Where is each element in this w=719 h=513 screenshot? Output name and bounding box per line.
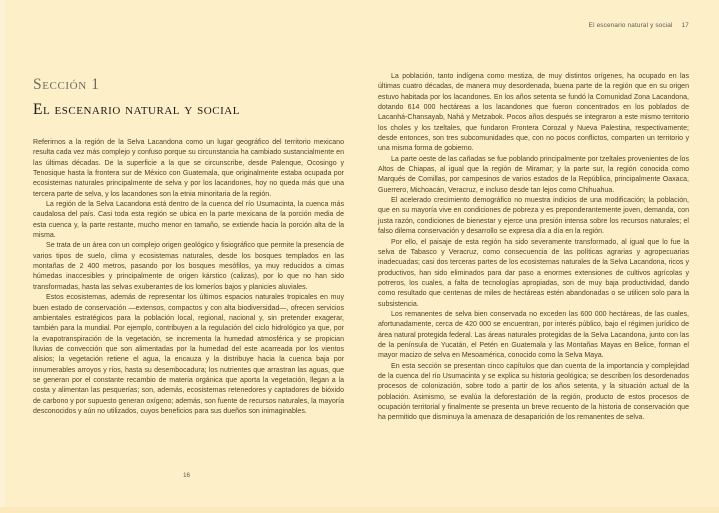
paragraph: Por ello, el paisaje de esta región ha sido severamente transformado, al igual que lo fue la selva de Tabasco y Veracruz, como consecuencia de las políticas agrarias y agropecuarias inadecuadas; casi dos terceras partes de los ecosistemas naturales de la Selva Lacandona, ricos y productivos, han sido eliminados para dar paso a enormes extensiones de cultivos agrícolas y potreros, los cuales, a falta de tecnologías apropiadas, son de muy baja productividad, dando como resultado que centenas de miles de hectáreas estén abandonadas o se utilicen solo para la subsistencia.: [378, 238, 689, 308]
right-column-body: [378, 72, 689, 424]
paragraph: Se trata de un área con un complejo origen geológico y fisiográfico que permite la presencia de varios tipos de suelo, clima y ecosistemas naturales, desde los bosques templados en las montañas de 2 400 metros, pasando por los bosques mesófilos, ya muy reducidos a cimas húmedas inaccesibles y principalmente de origen kárstico (calizas), por lo que no han sido transformadas, hasta las selvas exuberantes de los lomeríos bajos y planicies aluviales.: [33, 242, 344, 291]
running-head-title: El escenario natural y social: [588, 22, 673, 29]
paragraph: La parte oeste de las cañadas se fue poblando principalmente por tzeltales provenientes de los Altos de Chiapas, al igual que la región de Miramar; y la parte sur, la región conocida como Marqués de Comillas, por campesinos de varios estados de la República, principalmente Oaxaca, Guerrero, Michoacán, Veracruz, e incluso desde tan lejos como Chihuahua.: [378, 155, 689, 194]
page-folio-left: 16: [183, 472, 191, 479]
paragraph: Estos ecosistemas, además de representar los últimos espacios naturales tropicales en muy buen estado de conservación —extensos, compactos y con alta biodiversidad—, ofrecen servicios ambientales estratégicos para la población local, regional, nacional y, sin pretender exagerar, también para la mundial. Por ejemplo, contribuyen a la regulación del ciclo hidrológico ya que, por la evapotranspiración de la vegetación, se incrementa la humedad atmosférica y se propician lluvias de convección que son alimentadas por la humedad del este acarreada por los vientos alisios; la vegetación retiene el agua, la encauza y la distribuye hacia la cuenca baja por innumerables arroyos y ríos, hasta su desembocadura; los nutrientes que arrastran las aguas, que se generan por el constante recambio de materia orgánica que aporta la vegetación, llegan a la costa y alimentan las pesquerías; son, además, ecosistemas retenedores y captadores de bióxido de carbono y por supuesto generan oxígeno; además, son fuente de recursos naturales, la mayoría desconocidos y aún no utilizados, cuyos beneficios para sus dueños son inimaginables.: [33, 294, 344, 415]
paragraph: La región de la Selva Lacandona está dentro de la cuenca del río Usumacinta, la cuenca más caudalosa del país. Casi toda esta región se ubica en la parte mexicana de la porción media de esta cuenca y, la parte restante, mucho menor en tamaño, se extiende hacia la porción alta de la misma.: [33, 201, 344, 240]
section-label: Sección 1: [33, 76, 100, 93]
paragraph: Referirnos a la región de la Selva Lacandona como un lugar geográfico del territorio mexicano resulta cada vez más complejo y confuso porque su circunstancia ha cambiado sustancialmente en las últimas décadas. De la superficie a la que se circunscribe, desde Palenque, Ocosingo y Tenosique hasta la frontera sur de México con Guatemala, que originalmente estaba ocupada por ecosistemas naturales principalmente de selva y por los lacandones, hoy no queda más que una tercera parte de selva, y los lacandones son la etnia minoritaria de la región.: [33, 139, 344, 198]
paragraph: En esta sección se presentan cinco capítulos que dan cuenta de la importancia y complejidad de la cuenca del río Usumacinta y se explica su historia geológica; se describen los desordenados procesos de colonización, sobre todo a partir de los años setenta, y la situación actual de la población. Asimismo, se evalúa la deforestación de la región, producto de estos procesos de ocupación territorial y finalmente se presenta un breve recuento de la historia de conservación que ha permitido que disminuya la amenaza de desaparición de los remanentes de selva.: [378, 362, 689, 422]
running-head: [589, 22, 689, 29]
running-head-folio: 17: [681, 22, 689, 29]
paragraph: La población, tanto indígena como mestiza, de muy distintos orígenes, ha ocupado en las últimas cuatro décadas, de manera muy desordenada, buena parte de la región que en su origen estuvo habitada por los lacandones. En los años setenta se fundó la Comunidad Zona Lacandona, dotando 614 000 hectáreas a los lacandones que fueron concentrados en los poblados de Lacanhá-Chansayab, Nahá y Metzabok. Pocos años después se integraron a este mismo territorio los choles y los tzeltales, que fundaron Frontera Corozal y Nueva Palestina, respectivamente; desde entonces, son tres subcomunidades que, con no pocos conflictos, comparten un territorio y una misma forma de gobierno.: [378, 73, 689, 153]
paragraph: Los remanentes de selva bien conservada no exceden las 600 000 hectáreas, de las cuales, afortunadamente, cerca de 420 000 se encuentran, por interés público, bajo el régimen jurídico de área natural protegida federal. Las áreas naturales protegidas de la Selva Lacandona, junto con las de la península de Yucatán, el Petén en Guatemala y las Montañas Mayas en Belice, forman el mayor macizo de selva en Mesoamérica, conocido como la Selva Maya.: [378, 310, 689, 360]
page-title: El escenario natural y social: [33, 101, 240, 118]
paragraph: El acelerado crecimiento demográfico no muestra indicios de una modificación; la población, que en su mayoría vive en condiciones de pobreza y es preponderantemente joven, demanda, con justa razón, condiciones de bienestar y ejerce una presión intensa sobre los recursos naturales; el falso dilema conservación y desarrollo se expresa día a día en la región.: [378, 197, 689, 236]
page-left-edge-bleed: [0, 0, 5, 513]
page-bottom-edge-bleed: [0, 507, 719, 513]
left-column-body: [33, 138, 344, 417]
